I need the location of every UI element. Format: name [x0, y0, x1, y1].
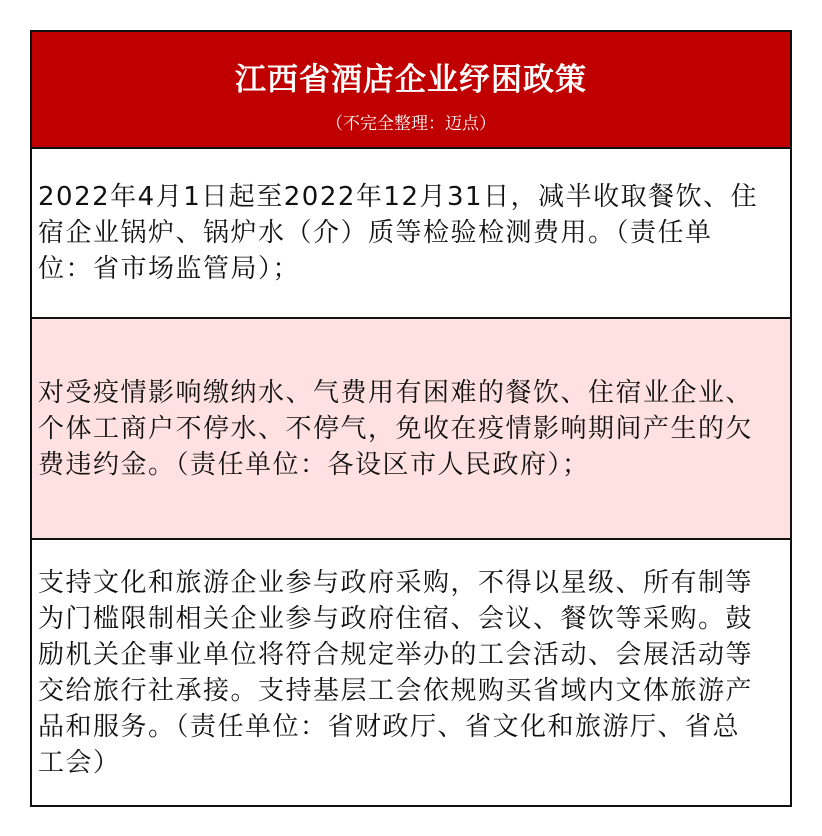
page-title: 江西省酒店企业纾困政策	[235, 62, 587, 98]
policy-row	[32, 149, 790, 319]
policy-text-line: 励机关企事业单位将符合规定举办的工会活动、会展活动等	[38, 639, 754, 670]
policy-row	[32, 319, 790, 540]
policy-table	[30, 30, 792, 807]
policy-text-line: 宿企业锅炉、锅炉水（介）质等检验检测费用。（责任单	[38, 218, 713, 248]
policy-text-line: 为门槛限制相关企业参与政府住宿、会议、餐饮等采购。鼓	[38, 603, 754, 634]
policy-text-line: 位：省市场监管局）；	[38, 254, 301, 284]
policy-text-line: 个体工商户不停水、不停气，免收在疫情影响期间产生的欠	[38, 413, 754, 444]
policy-text-line: 对受疫情影响缴纳水、气费用有困难的餐饮、住宿业企业、	[38, 377, 754, 408]
policy-text-line: 费违约金。（责任单位：各设区市人民政府）；	[38, 449, 590, 480]
table-header	[32, 32, 790, 149]
policy-text-line: 品和服务。（责任单位：省财政厅、省文化和旅游厅、省总	[38, 711, 741, 742]
page-subtitle: （不完全整理：迈点）	[326, 114, 496, 134]
policy-row	[32, 540, 790, 805]
policy-text-line: 工会）	[38, 747, 121, 778]
policy-text-line: 交给旅行社承接。支持基层工会依规购买省域内文体旅游产	[38, 675, 754, 706]
policy-text-line: 2022年4月1日起至2022年12月31日，减半收取餐饮、住	[38, 182, 759, 212]
policy-text-line: 支持文化和旅游企业参与政府采购，不得以星级、所有制等	[38, 567, 754, 598]
